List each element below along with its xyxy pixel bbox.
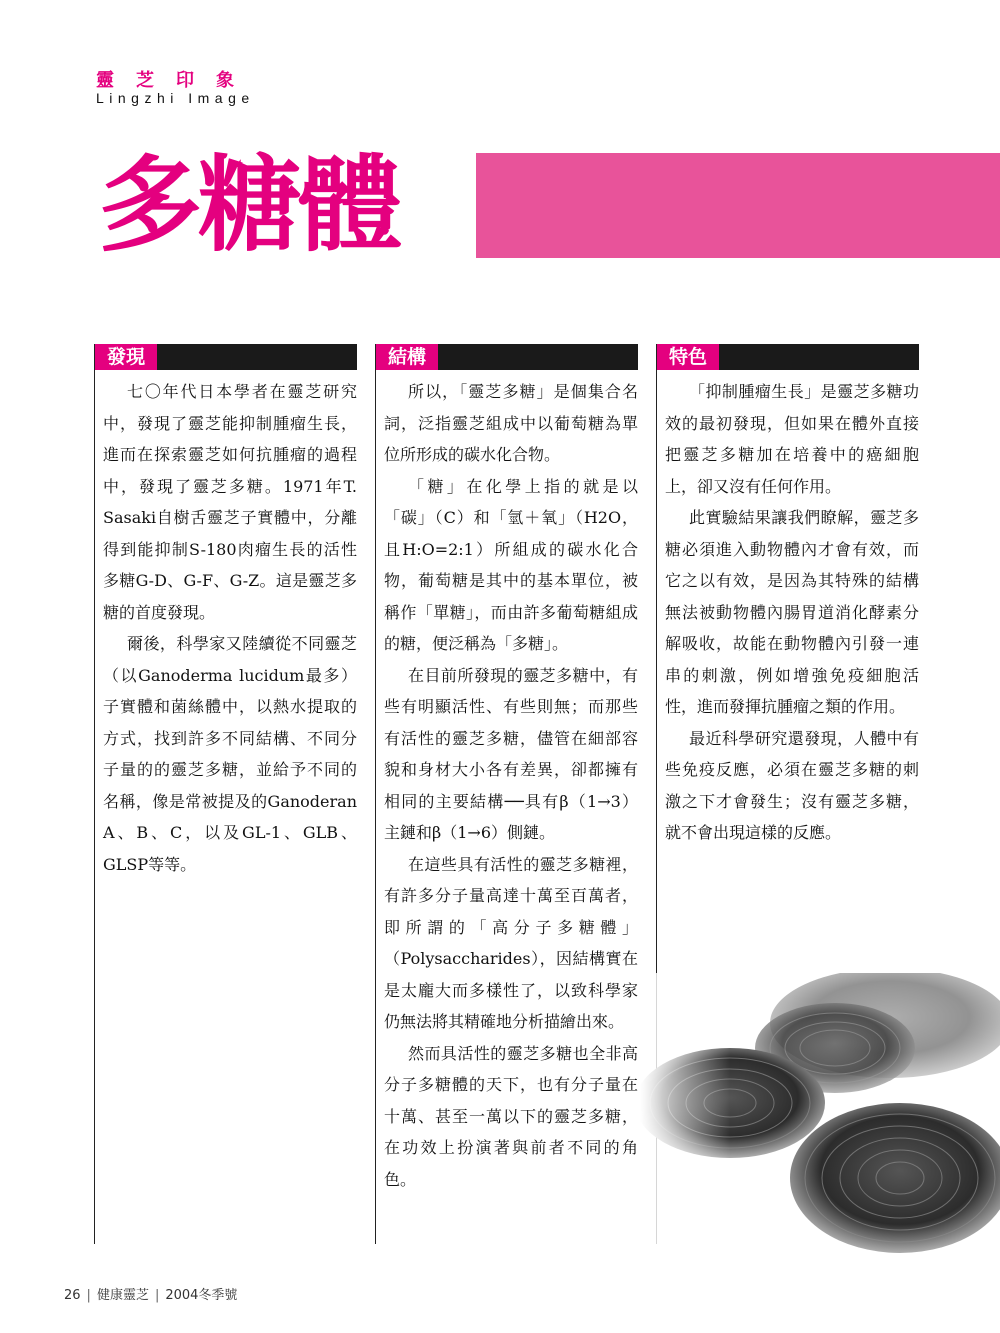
column-heading: 特色 [657,344,719,370]
issue-label: 2004冬季號 [165,1288,238,1303]
column-heading: 發現 [95,344,157,370]
paragraph: 在這些具有活性的靈芝多糖裡，有許多分子量高達十萬至百萬者，即所謂的「高分子多糖體」（Polysaccharides），因結構實在是太龐大而多樣性了，以致科學家仍無法將其精確地分析描繪出來。 [384,854,638,1031]
column-discovery [94,344,357,1244]
column-header [95,344,357,370]
page-footer: 26 | 健康靈芝 | 2004冬季號 [64,1288,238,1303]
column-header [657,344,919,370]
publication-name: 健康靈芝 [96,1288,149,1303]
lingzhi-mushroom-photo [640,973,1000,1263]
paragraph: 最近科學研究還發現，人體中有些免疫反應，必須在靈芝多糖的刺激之下才會發生；沒有靈芝多糖，就不會出現這樣的反應。 [665,728,919,842]
column-structure [375,344,638,1244]
column-heading: 結構 [376,344,438,370]
column-body [95,370,357,880]
title-accent-bar [476,153,1000,258]
page-number: 26 [64,1288,81,1303]
column-header [376,344,638,370]
paragraph: 「糖」在化學上指的就是以「碳」（C）和「氫＋氧」（H2O，且H:O=2:1）所組成的碳水化合物，葡萄糖是其中的基本單位，被稱作「單糖」，而由許多葡萄糖組成的糖，便泛稱為「多糖」。 [384,476,638,653]
paragraph: 爾後，科學家又陸續從不同靈芝（以Ganoderma lucidum最多）子實體和菌絲體中，以熱水提取的方式，找到許多不同結構、不同分子量的的靈芝多糖，並給予不同的名稱，像是常被提及的Ganoderan A、B、C，以及GL-1、GLB、GLSP等等。 [103,634,357,874]
masthead-chinese: 靈芝印象 [96,70,256,91]
paragraph: 此實驗結果讓我們瞭解，靈芝多糖必須進入動物體內才會有效，而它之以有效，是因為其特殊的結構無法被動物體內腸胃道消化酵素分解吸收，故能在動物體內引發一連串的刺激，例如增強免疫細胞活性，進而發揮抗腫瘤之類的作用。 [665,508,919,716]
column-body [657,370,919,849]
column-body [376,370,638,1195]
masthead-english: Lingzhi Image [96,90,255,106]
paragraph: 在目前所發現的靈芝多糖中，有些有明顯活性、有些則無；而那些有活性的靈芝多糖，儘管在細部容貌和身材大小各有差異，卻都擁有相同的主要結構──具有β（1→3）主鏈和β（1→6）側鏈。 [384,665,638,842]
paragraph: 所以，「靈芝多糖」是個集合名詞，泛指靈芝組成中以葡萄糖為單位所形成的碳水化合物。 [384,382,638,464]
paragraph: 然而具活性的靈芝多糖也全非高分子多糖體的天下，也有分子量在十萬、甚至一萬以下的靈芝多糖，在功效上扮演著與前者不同的角色。 [384,1043,638,1189]
paragraph: 七〇年代日本學者在靈芝研究中，發現了靈芝能抑制腫瘤生長，進而在探索靈芝如何抗腫瘤的過程中，發現了靈芝多糖。1971年T. Sasaki自樹舌靈芝子實體中，分離得到能抑制S-180肉瘤生長的活性多糖G-D、G-F、G-Z。這是靈芝多糖的首度發現。 [103,382,357,622]
page-title: 多糖體 [98,144,399,266]
paragraph: 「抑制腫瘤生長」是靈芝多糖功效的最初發現，但如果在體外直接把靈芝多糖加在培養中的癌細胞上，卻又沒有任何作用。 [665,382,919,496]
